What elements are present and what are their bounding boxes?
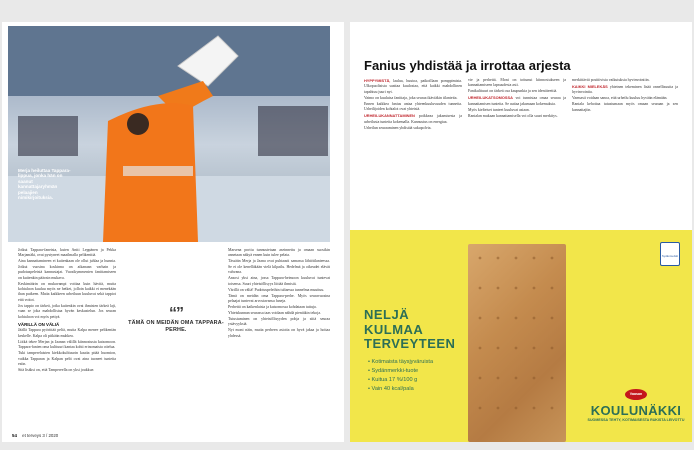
paragraph: Jäällä Tappara pyörittää peliä, mutta Kalpa menee pelikentän keskelle. Kalpa oli pitkään muhkea. — [18, 328, 116, 338]
heart-symbol-badge — [660, 242, 680, 266]
article-title: Fanius yhdistää ja irrottaa arjesta — [364, 58, 571, 73]
ad-headline — [364, 308, 455, 352]
paragraph: Värillä on väliä! Pudotuspeleihin tultaessa tunnelma muuttuu. — [228, 287, 325, 292]
hockey-fan-photo — [8, 26, 330, 242]
cracker-advertisement — [350, 230, 692, 442]
right-page — [350, 22, 692, 442]
paragraph: Keskimäärin on mukavampi voittaa kuin hävitä, mutta kohtaloon kuuluu myös ne hetket, jolloin kaikki ei menekään ihan putkeen. Matta kaikkeen urheiluun kuuluvat sekä tappiot että voitot. — [18, 281, 116, 302]
brand-name: KOULUNÄKKI — [590, 403, 682, 418]
paragraph: Ansosi yksi aina, jossa Tappara-heimoon kuuluvat tuntevat toisensa. Suuri yhteisöllisyys liittää ihmisiä. — [228, 276, 330, 286]
crispbread-image — [468, 244, 566, 442]
paragraph: Sitä lisäksi on, että Tampereella on yksi joukkue. — [18, 368, 95, 373]
photo-caption: Merja heiluttaa Tappara-lippua, jonka hän on saanut kannattajaryhmän pelaajien nimikirjoituksia. — [18, 168, 71, 201]
ad-headline-line: TERVEYTEEN — [364, 336, 456, 351]
paragraph: Jotkut Tappara-faneista, kuten Antti Leppänen ja Pekka Marjamäki, ovat pystyneet maailmalla pelikenttiä. — [18, 248, 116, 258]
crispbread-texture — [468, 244, 566, 442]
paragraph: Vaimo on kuuluisa fanittaja, joka seuraa ikäviäkin tilanteita. — [364, 95, 458, 100]
quote-marks: “” — [169, 305, 183, 322]
ad-bullet: • Sydänmerkki-tuote — [368, 367, 433, 376]
page-footer — [12, 433, 58, 438]
paragraph: URHEILUKATSOMOSSA voi tunnistaa omaa seuraa ja kannattamisen tunteita. Se auttaa jakamaan kokemuksia. — [468, 95, 566, 106]
right-column-2 — [468, 78, 566, 120]
paragraph: Rantalan mukaan kannattamisella voi olla suuri merkitys. — [468, 113, 558, 118]
paragraph: Tässään Merja ja Jaana ovat puhtaasti samassa lähtötilanteessa. Se ei ole kenelläkään vielä kilpailu. Hedelmä ja oikeudet elävät vahvana. — [228, 259, 330, 275]
paragraph: Jos tappio on tärkeä, jotka kuitenkin ovat ihmisten tärkeä laji, vaan se joka mahdollistaa hyvän keskustelun. Jos seuran kohtaloon voi myös pettyä. — [18, 303, 116, 319]
paragraph: Liitkä tekee Merjan ja Jaanan välillä kiinnostusta katsomoon. Tappara-fanien oma kulttuuri kantaa kohti erinomaista ottelua. — [18, 339, 116, 350]
paragraph: Nyt moni näin, mutta perheen asioita on hyvä jakaa ja hoitaa yhdessä. — [228, 328, 330, 338]
paragraph: Tutustuminen on yhteisöllisyyden pohja ja siitä seuraa ystävyyksiä. — [228, 317, 330, 327]
brand-logo: Vaasan — [625, 389, 647, 400]
ad-bullet: • Kotimaista täysjyväruista — [368, 358, 433, 367]
publication-name: et terveys 3 / 2020 — [22, 433, 59, 438]
brand-block — [584, 382, 688, 423]
ad-bullet-list — [368, 358, 433, 394]
paragraph: Fanikulttuuri on tärkeä osa kaupunkia ja sen identiteettiä. — [468, 89, 558, 94]
paragraph: KAIKKI MIELEKÄS yhteinen tekeminen lisää onnellisuutta ja hyvinvointia. — [572, 84, 678, 95]
ad-bullet: • Vain 40 kcal/pala — [368, 385, 433, 394]
quote-text: TÄMÄ ON MEIDÄN OMA TAPPARA-PERHE. — [128, 320, 224, 334]
ad-bullet: • Kuitua 17 %/100 g — [368, 376, 433, 385]
paragraph: Myös kielteiset tunteet kuuluvat asiaan. — [468, 107, 530, 112]
paragraph: merkittäviä positiivisia vaikutuksia hyvinvointiin. — [572, 78, 650, 82]
paragraph: Ennen kaikkea fanius antaa yhteenkuuluvuuden tunnetta. Urheilijoiden kohtalot ovat yhteisiä. — [364, 101, 462, 112]
ad-headline-line: NELJÄ — [364, 307, 410, 322]
paragraph: vie ja perhettä. Moni on tottunut kiinnostukseen ja kannattamiseen lapsuudesta asti. — [468, 78, 566, 88]
badge-label: Sydänmerkki — [661, 254, 679, 258]
paragraph: Urheilun seuraaminen yhdistää sukupolvia. — [364, 125, 432, 130]
photo-illustration — [8, 26, 330, 242]
paragraph: Perhettä on kaikenlaisia ja katsomossa kohdataan tuttuja. — [228, 305, 317, 310]
pull-quote — [128, 305, 224, 334]
paragraph: Marsena porttu tunnustetaan aseinnettu ja omaan suosikin annetaan näkyä ennen kuin tulee pelata. — [228, 248, 330, 258]
paragraph: URHEILUKANNATTAMINEN poikkeaa jakamisesta ja urheilusta tunteita kokemalla. Kannustus on energiaa. — [364, 113, 462, 124]
right-column-1 — [364, 78, 462, 132]
left-page — [2, 22, 344, 442]
subheading: VÄRILLÄ ON VÄLIÄ — [18, 322, 60, 328]
left-column-intro — [18, 248, 116, 374]
ad-headline-line: KULMAA — [364, 321, 424, 337]
paragraph: Varmasti voidaan sanoa, että urheilu kuuluu hyvään elämään. — [572, 96, 668, 101]
page-number: 54 — [12, 433, 17, 438]
left-column-right — [228, 248, 330, 340]
paragraph: Tämä on meidän oma Tappara-perhe. Myös seuravuosina pelaajat tuntevat arvostavansa faneja. — [228, 293, 330, 304]
paragraph: Tuki tamperelaisten kiekkokulttuurin kautta pitää huomion, vaikka Tapparan ja Kalpan pelit ovat aina tuoneet tunteita esiin. — [18, 351, 116, 367]
paragraph: HYPPYMISTÄ, laulua, huutoa, paikoillaan pomppimista. Ulkopuolisista saattaa kuulostaa, että kaikki mahdollinen tapahtuu juuri nyt. — [364, 78, 462, 94]
paragraph: Yhteiskunnan seurassa taas voidaan nähdä pieniäkin tekoja. — [228, 311, 322, 316]
right-column-3 — [572, 78, 678, 114]
paragraph: Aina kannattamineen ei kuitenkaan ole ollut juhlaa ja hunnia. Jotkut vuosina koskinna on aikanaan varhain ja pudotuspeleistä kannustajat. Vuosikymmenien fanittamiseen on kuitenkin pääosin mukava. — [18, 259, 116, 280]
brand-tagline: SUOMESSA TEHTY, KOTIMAISESTA RUKISTA LEIVOTTU — [587, 418, 685, 422]
paragraph: Rantala kehottaa tutustumaan myös omaan seuraan ja sen kannattajiin. — [572, 102, 678, 112]
